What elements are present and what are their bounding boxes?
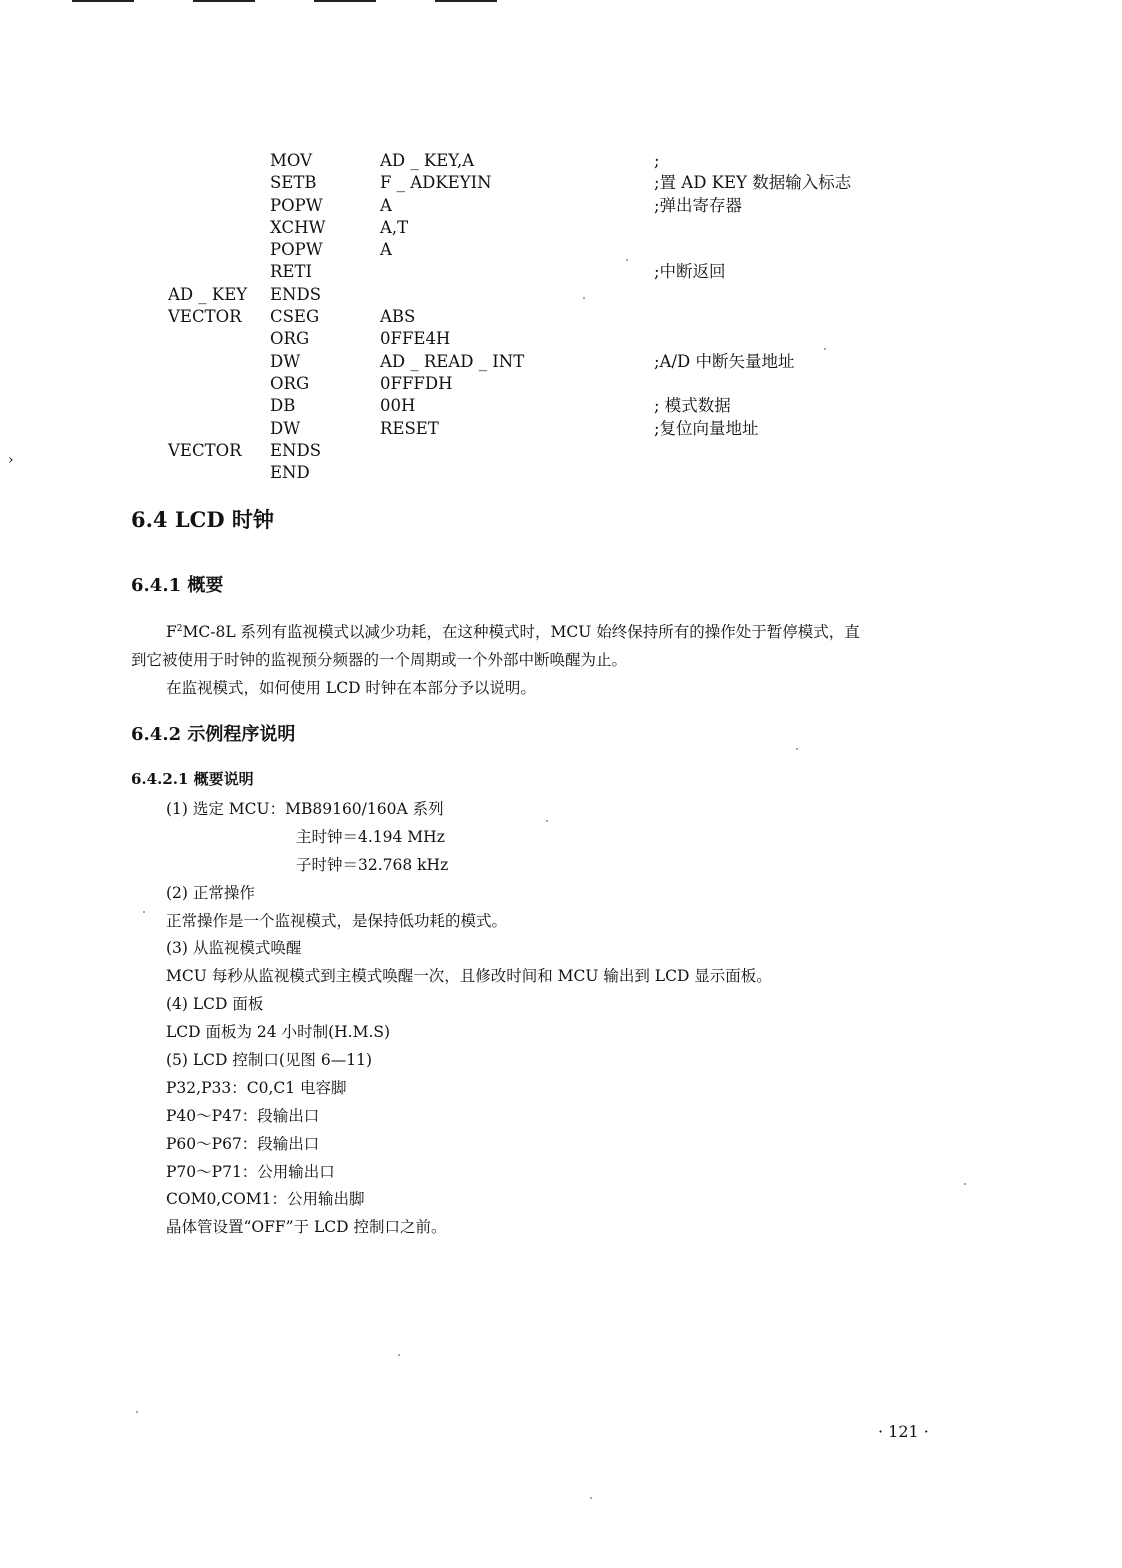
page-number: · 121 · bbox=[878, 1422, 929, 1441]
paragraph-line: 在监视模式，如何使用 LCD 时钟在本部分予以说明。 bbox=[166, 679, 536, 697]
code-line bbox=[168, 373, 851, 395]
code-comment: ;中断返回 bbox=[654, 262, 726, 282]
code-operand: F _ ADKEYIN bbox=[380, 173, 492, 193]
list-item: 正常操作是一个监视模式，是保持低功耗的模式。 bbox=[166, 911, 508, 930]
scan-speck bbox=[590, 1497, 592, 1499]
code-line bbox=[168, 462, 851, 484]
list-item: LCD 面板为 24 小时制(H.M.S) bbox=[166, 1023, 391, 1042]
code-label bbox=[168, 462, 270, 484]
code-opcode: ENDS bbox=[270, 440, 322, 460]
top-rule bbox=[314, 0, 376, 2]
code-line bbox=[168, 418, 851, 440]
code-opcode: POPW bbox=[270, 195, 323, 215]
description-list bbox=[166, 796, 772, 1242]
subsubsection-heading: 6.4.2.1 概要说明 bbox=[131, 770, 254, 788]
subsection-heading-example: 6.4.2 示例程序说明 bbox=[131, 724, 296, 745]
code-line bbox=[168, 284, 851, 306]
code-comment bbox=[654, 306, 851, 328]
code-operand bbox=[380, 440, 654, 462]
code-opcode: MOV bbox=[270, 151, 313, 170]
list-item: (1) 选定 MCU：MB89160/160A 系列 bbox=[166, 800, 444, 818]
code-line bbox=[168, 239, 851, 261]
scan-speck bbox=[824, 348, 826, 350]
code-comment bbox=[654, 440, 851, 462]
scan-speck bbox=[136, 1411, 138, 1413]
code-comment: ; 模式数据 bbox=[654, 396, 731, 416]
code-operand: AD _ KEY,A bbox=[380, 151, 475, 170]
code-label bbox=[168, 150, 270, 172]
code-comment bbox=[654, 284, 851, 306]
code-comment bbox=[654, 328, 851, 350]
code-operand: A,T bbox=[380, 217, 409, 237]
code-operand: ABS bbox=[380, 307, 416, 327]
scan-speck bbox=[626, 259, 628, 261]
list-item: COM0,COM1：公用输出脚 bbox=[166, 1190, 365, 1209]
list-item: (5) LCD 控制口(见图 6—11) bbox=[166, 1051, 372, 1070]
code-line bbox=[168, 195, 851, 217]
code-comment bbox=[654, 462, 851, 484]
code-comment: ; bbox=[654, 151, 660, 170]
code-operand bbox=[380, 462, 654, 484]
list-item: (3) 从监视模式唤醒 bbox=[166, 939, 302, 958]
code-opcode: DW bbox=[270, 418, 301, 438]
code-label bbox=[168, 373, 270, 395]
code-opcode: ENDS bbox=[270, 284, 322, 304]
code-label bbox=[168, 395, 270, 417]
list-item: MCU 每秒从监视模式到主模式唤醒一次，且修改时间和 MCU 输出到 LCD 显示面板。 bbox=[166, 967, 772, 986]
code-line bbox=[168, 261, 851, 283]
code-label bbox=[168, 261, 270, 283]
code-comment: ;复位向量地址 bbox=[654, 418, 759, 438]
code-opcode: XCHW bbox=[270, 217, 326, 237]
code-label bbox=[168, 217, 270, 239]
scan-speck bbox=[546, 820, 548, 822]
section-heading: 6.4 LCD 时钟 bbox=[131, 507, 274, 532]
code-opcode: ORG bbox=[270, 373, 310, 393]
code-line bbox=[168, 172, 851, 194]
list-item: 晶体管设置“OFF”于 LCD 控制口之前。 bbox=[166, 1218, 447, 1237]
list-item: P40～P47：段输出口 bbox=[166, 1106, 320, 1125]
list-item: (2) 正常操作 bbox=[166, 883, 255, 902]
code-operand: 0FFE4H bbox=[380, 329, 451, 349]
scan-speck bbox=[143, 911, 145, 913]
superscript-two: 2 bbox=[176, 623, 183, 634]
code-comment bbox=[654, 239, 851, 261]
code-label: VECTOR bbox=[168, 307, 242, 327]
subsection-heading-overview: 6.4.1 概要 bbox=[131, 575, 224, 596]
top-rule bbox=[193, 0, 255, 2]
scan-speck bbox=[583, 297, 585, 299]
code-opcode: CSEG bbox=[270, 307, 320, 327]
code-opcode: RETI bbox=[270, 262, 312, 282]
code-opcode: SETB bbox=[270, 173, 317, 193]
code-line bbox=[168, 217, 851, 239]
list-item: (4) LCD 面板 bbox=[166, 995, 264, 1014]
code-operand bbox=[380, 284, 654, 306]
code-label bbox=[168, 328, 270, 350]
paragraph-line bbox=[166, 620, 860, 642]
code-line bbox=[168, 351, 851, 373]
code-operand: AD _ READ _ INT bbox=[380, 351, 525, 371]
code-opcode: POPW bbox=[270, 240, 323, 260]
code-line bbox=[168, 306, 851, 328]
code-label bbox=[168, 351, 270, 373]
paragraph-prefix: F bbox=[166, 623, 177, 641]
code-label bbox=[168, 418, 270, 440]
paragraph-text: MC-8L 系列有监视模式以减少功耗，在这种模式时，MCU 始终保持所有的操作处于暂停模式，直 bbox=[182, 623, 860, 641]
scan-speck bbox=[964, 1183, 966, 1185]
list-item: P32,P33：C0,C1 电容脚 bbox=[166, 1078, 347, 1097]
code-comment: ;A/D 中断矢量地址 bbox=[654, 351, 795, 371]
assembly-code-listing bbox=[168, 150, 851, 484]
code-label bbox=[168, 239, 270, 261]
code-operand: A bbox=[380, 240, 392, 260]
list-item: P70～P71：公用输出口 bbox=[166, 1162, 335, 1181]
list-item: 子时钟＝32.768 kHz bbox=[296, 855, 449, 874]
code-label: AD _ KEY bbox=[168, 284, 248, 304]
scan-speck bbox=[796, 748, 798, 750]
code-operand: RESET bbox=[380, 418, 439, 438]
code-label: VECTOR bbox=[168, 440, 242, 460]
code-line bbox=[168, 150, 851, 172]
code-label bbox=[168, 195, 270, 217]
list-item: P60～P67：段输出口 bbox=[166, 1134, 320, 1153]
paragraph-line: 到它被使用于时钟的监视预分频器的一个周期或一个外部中断唤醒为止。 bbox=[131, 651, 628, 669]
code-comment bbox=[654, 373, 851, 395]
margin-mark: › bbox=[8, 452, 14, 468]
code-label bbox=[168, 172, 270, 194]
code-operand: 0FFFDH bbox=[380, 373, 453, 393]
list-item: 主时钟＝4.194 MHz bbox=[296, 827, 445, 846]
top-rule bbox=[72, 0, 134, 2]
code-comment: ;弹出寄存器 bbox=[654, 195, 743, 215]
code-opcode: DB bbox=[270, 396, 296, 416]
code-line bbox=[168, 328, 851, 350]
code-opcode: ORG bbox=[270, 329, 310, 349]
code-operand bbox=[380, 261, 654, 283]
code-opcode: DW bbox=[270, 351, 301, 371]
code-operand: 00H bbox=[380, 396, 416, 416]
code-opcode: END bbox=[270, 463, 310, 483]
code-line bbox=[168, 440, 851, 462]
code-comment: ;置 AD KEY 数据输入标志 bbox=[654, 173, 852, 193]
code-comment bbox=[654, 217, 851, 239]
code-operand: A bbox=[380, 195, 392, 215]
top-rule bbox=[435, 0, 497, 2]
code-line bbox=[168, 395, 851, 417]
scan-speck bbox=[398, 1354, 400, 1356]
